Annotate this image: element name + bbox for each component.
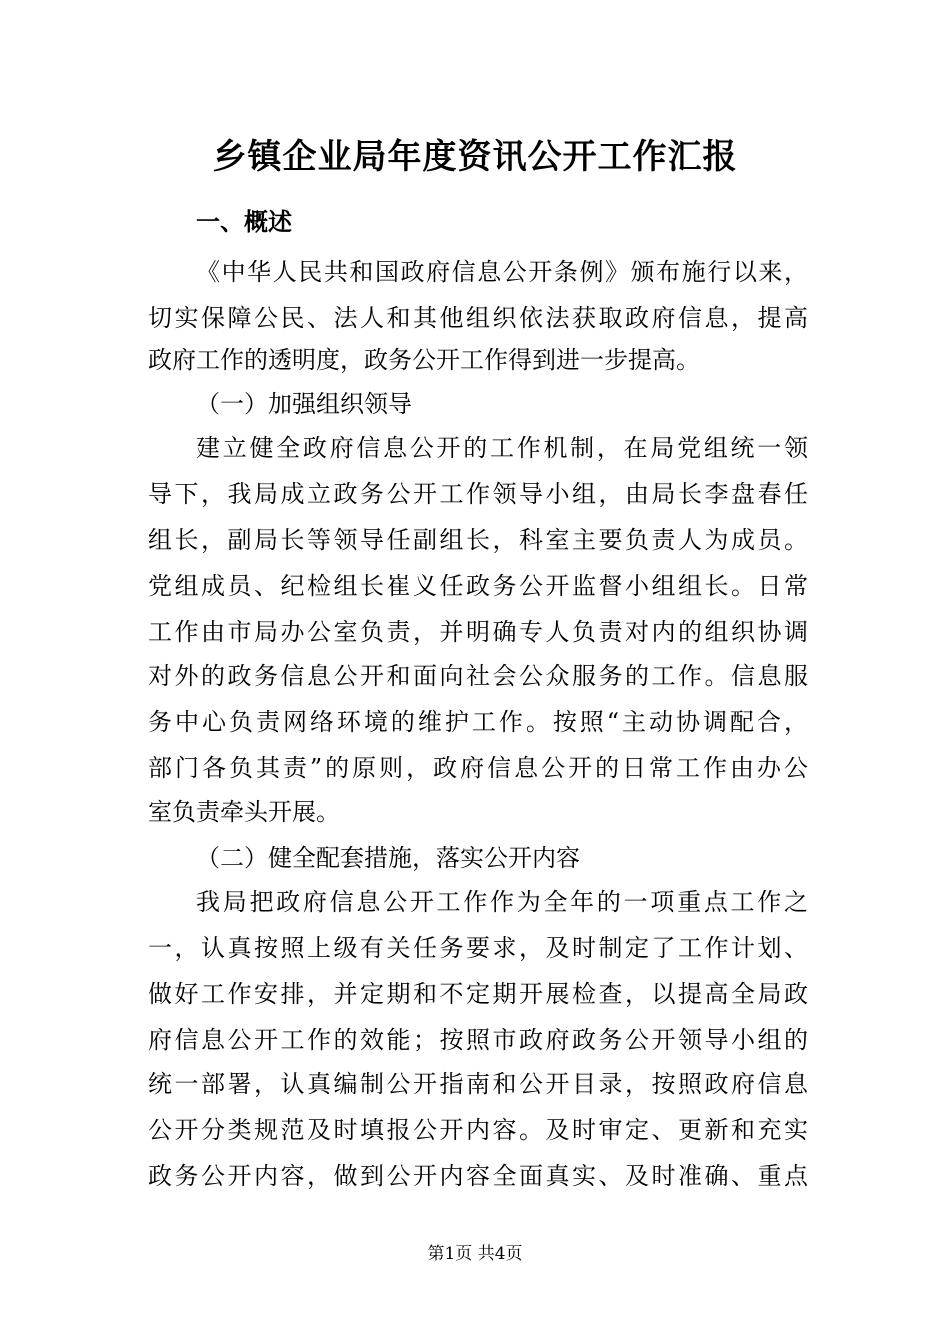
intro-line: 《中华人民共和国政府信息公开条例》颁布施行以来， [196,258,808,286]
paragraph-line: 统一部署，认真编制公开指南和公开目录，按照政府信息 [148,1070,808,1098]
paragraph-line: 组长，副局长等领导任副组长，科室主要负责人为成员。 [148,526,808,554]
paragraph-line: 府信息公开工作的效能；按照市政府政务公开领导小组的 [148,1026,808,1054]
page-title: 乡镇企业局年度资讯公开工作汇报 [212,137,738,177]
paragraph-line: 导下，我局成立政务公开工作领导小组，由局长李盘春任 [148,480,808,508]
paragraph-line: 政务公开内容，做到公开内容全面真实、及时准确、重点 [148,1162,808,1190]
section-heading-overview: 一、概述 [196,208,292,236]
paragraph-line: 务中心负责网络环境的维护工作。按照“主动协调配合， [148,708,808,736]
paragraph-line: 党组成员、纪检组长崔义任政务公开监督小组组长。日常 [148,572,808,600]
paragraph-line: 工作由市局办公室负责，并明确专人负责对内的组织协调 [148,618,808,646]
subsection-heading-organization: （一）加强组织领导 [196,390,412,418]
paragraph-line: 建立健全政府信息公开的工作机制，在局党组统一领 [196,434,808,462]
paragraph-line: 室负责牵头开展。 [148,798,340,826]
subsection-heading-measures: （二）健全配套措施，落实公开内容 [196,844,580,872]
intro-line: 政府工作的透明度，政务公开工作得到进一步提高。 [148,346,700,374]
paragraph-line: 部门各负其责”的原则，政府信息公开的日常工作由办公 [148,754,808,782]
paragraph-line: 一，认真按照上级有关任务要求，及时制定了工作计划、 [148,934,808,962]
page-footer: 第1页 共4页 [427,1244,523,1264]
paragraph-line: 做好工作安排，并定期和不定期开展检查，以提高全局政 [148,980,808,1008]
paragraph-line: 我局把政府信息公开工作作为全年的一项重点工作之 [196,888,808,916]
intro-line: 切实保障公民、法人和其他组织依法获取政府信息，提高 [148,304,808,332]
paragraph-line: 公开分类规范及时填报公开内容。及时审定、更新和充实 [148,1116,808,1144]
paragraph-line: 对外的政务信息公开和面向社会公众服务的工作。信息服 [148,662,808,690]
